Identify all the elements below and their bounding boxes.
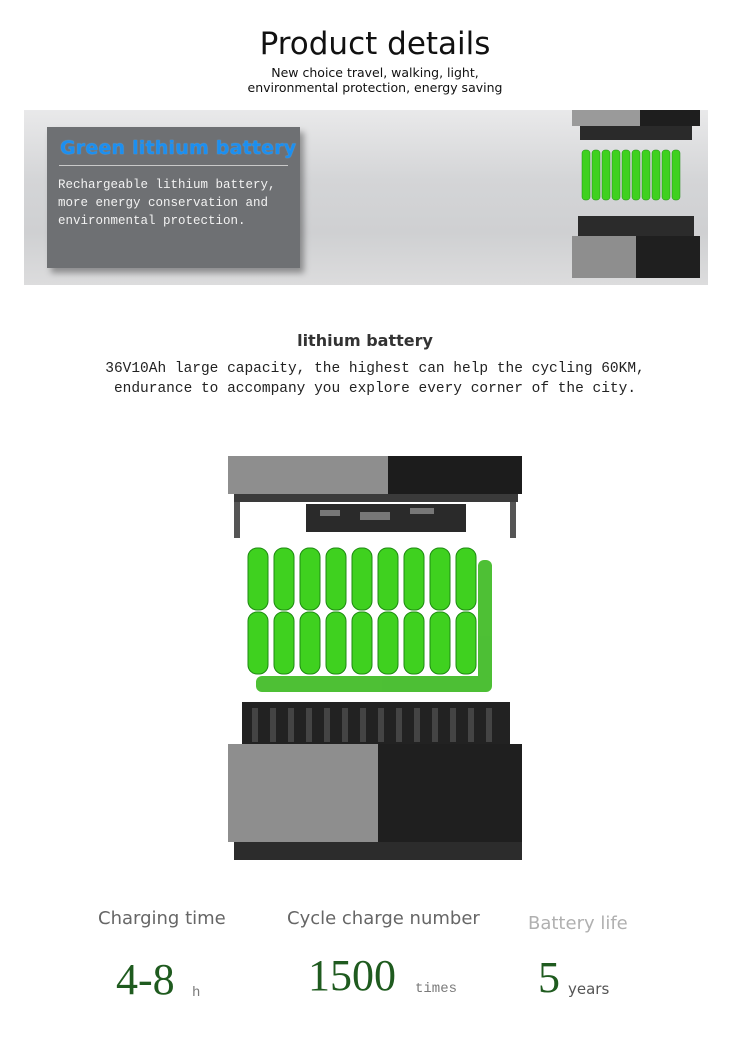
bottom-housing-black [378, 744, 522, 842]
banner-divider [59, 165, 288, 166]
battery-life-label: Battery life [528, 913, 628, 934]
section-text-line-2: endurance to accompany you explore every corner of the city. [113, 381, 637, 397]
section-text-line-1: 36V10Ah large capacity, the highest can help the cycling 60KM, [105, 361, 645, 377]
banner-title: Green lithium battery [60, 137, 297, 159]
bottom-housing-grey [228, 744, 378, 842]
banner-text-line-1: Rechargeable lithium battery, [58, 178, 276, 192]
battery-life-value: 5 [538, 953, 560, 1002]
cycle-charge-label: Cycle charge number [287, 908, 480, 929]
subtitle-line-2: environmental protection, energy saving [247, 80, 503, 95]
cycle-charge-value: 1500 [308, 951, 396, 1000]
page-title: Product details [259, 26, 491, 62]
banner-description [58, 176, 298, 230]
battery-thumbnail-image [572, 110, 700, 285]
battery-cells [248, 548, 476, 674]
banner-text-line-2: more energy conservation and [58, 196, 269, 210]
top-cap-grey [228, 456, 388, 494]
banner-card [47, 127, 300, 268]
feature-banner [24, 110, 708, 285]
battery-exploded-image [220, 440, 530, 870]
top-cap-black [388, 456, 522, 494]
charging-time-unit: h [192, 985, 201, 1001]
banner-text-line-3: environmental protection. [58, 214, 246, 228]
page-subtitle [0, 65, 750, 95]
cycle-charge-unit: times [415, 981, 458, 997]
charging-time-label: Charging time [98, 908, 226, 929]
charging-time-value: 4-8 [116, 955, 175, 1004]
section-description [0, 359, 750, 399]
section-title: lithium battery [297, 331, 433, 350]
battery-life-unit: years [568, 980, 610, 998]
subtitle-line-1: New choice travel, walking, light, [271, 65, 479, 80]
